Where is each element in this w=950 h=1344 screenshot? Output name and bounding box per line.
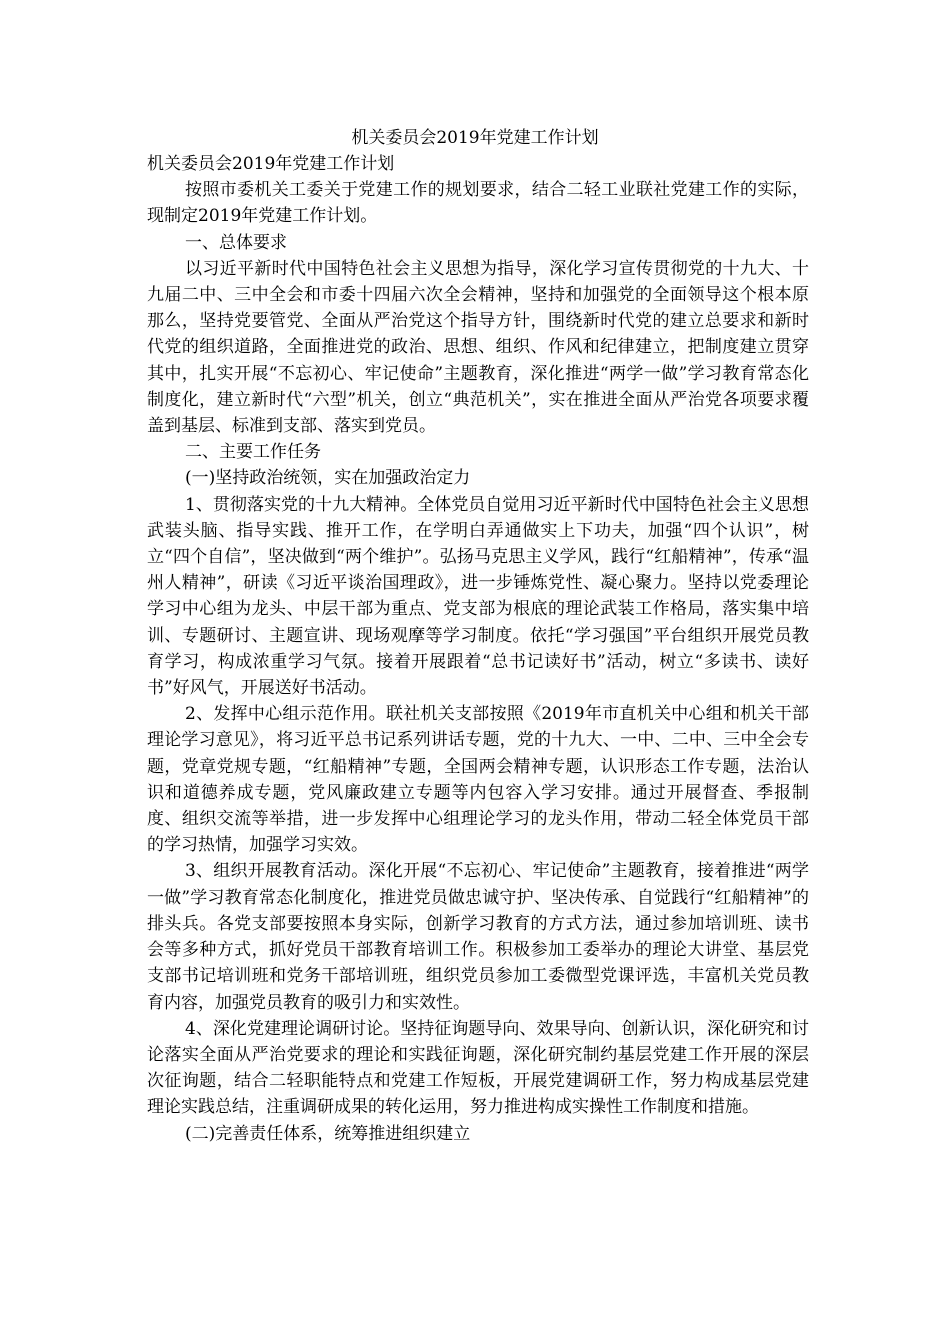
intro-paragraph: 按照市委机关工委关于党建工作的规划要求，结合二轻工业联社党建工作的实际，现制定2019年党建工作计划。 [147,180,809,227]
task-paragraph-4: 4、深化党建理论调研讨论。坚持征询题导向、效果导向、创新认识，深化研究和讨论落实全面从严治党要求的理论和实践征询题，深化研究制约基层党建工作开展的深层次征询题，结合二轻职能特点和党建工作短板，开展党建调研工作，努力构成基层党建理论实践总结，注重调研成果的转化运用，努力推进构成实操性工作制度和措施。 [147,1018,809,1118]
subsection-heading-political-leadership: (一)坚持政治统领，实在加强政治定力 [185,468,471,489]
section-heading-general-requirements: 一、总体要求 [185,232,287,253]
section-heading-main-tasks: 二、主要工作任务 [185,442,321,463]
document-title: 机关委员会2019年党建工作计划 [351,128,599,148]
task-paragraph-2: 2、发挥中心组示范作用。联社机关支部按照《2019年市直机关中心组和机关干部理论学习意见》，将习近平总书记系列讲话专题，党的十九大、一中、二中、三中全会专题，党章党规专题，“红船精神”专题，全国两会精神专题，认识形态工作专题，法治认识和道德养成专题，党风廉政建立专题等内包容入学习安排。通过开展督查、季报制度、组织交流等举措，进一步发挥中心组理论学习的龙头作用，带动二轻全体党员干部的学习热情，加强学习实效。 [147,704,809,856]
document-body [147,151,809,1147]
subsection-heading-responsibility-system: (二)完善责任体系，统筹推进组织建立 [185,1123,471,1144]
task-paragraph-1: 1、贯彻落实党的十九大精神。全体党员自觉用习近平新时代中国特色社会主义思想武装头脑、指导实践、推开工作，在学明白弄通做实上下功夫，加强“四个认识”，树立“四个自信”，坚决做到“两个维护”。弘扬马克思主义学风，践行“红船精神”，传承“温州人精神”，研读《习近平谈治国理政》，进一步锤炼党性、凝心聚力。坚持以党委理论学习中心组为龙头、中层干部为重点、党支部为根底的理论武装工作格局，落实集中培训、专题研讨、主题宣讲、现场观摩等学习制度。依托“学习强国”平台组织开展党员教育学习，构成浓重学习气氛。接着开展跟着“总书记读好书”活动，树立“多读书、读好书”好风气，开展送好书活动。 [147,494,809,699]
general-requirements-paragraph: 以习近平新时代中国特色社会主义思想为指导，深化学习宣传贯彻党的十九大、十九届二中、三中全会和市委十四届六次全会精神，坚持和加强党的全面领导这个根本原那么，坚持党要管党、全面从严治党这个指导方针，围绕新时代党的建立总要求和新时代党的组织道路，全面推进党的政治、思想、组织、作风和纪律建立，把制度建立贯穿其中，扎实开展“不忘初心、牢记使命”主题教育，深化推进“两学一做”学习教育常态化制度化，建立新时代“六型”机关，创立“典范机关”，实在推进全面从严治党各项要求覆盖到基层、标准到支部、落实到党员。 [147,258,809,437]
document-subtitle: 机关委员会2019年党建工作计划 [147,154,395,174]
task-paragraph-3: 3、组织开展教育活动。深化开展“不忘初心、牢记使命”主题教育，接着推进“两学一做”学习教育常态化制度化，推进党员做忠诚守护、坚决传承、自觉践行“红船精神”的排头兵。各党支部要按照本身实际，创新学习教育的方式方法，通过参加培训班、读书会等多种方式，抓好党员干部教育培训工作。积极参加工委举办的理论大讲堂、基层党支部书记培训班和党务干部培训班，组织党员参加工委微型党课评选，丰富机关党员教育内容，加强党员教育的吸引力和实效性。 [147,861,809,1013]
